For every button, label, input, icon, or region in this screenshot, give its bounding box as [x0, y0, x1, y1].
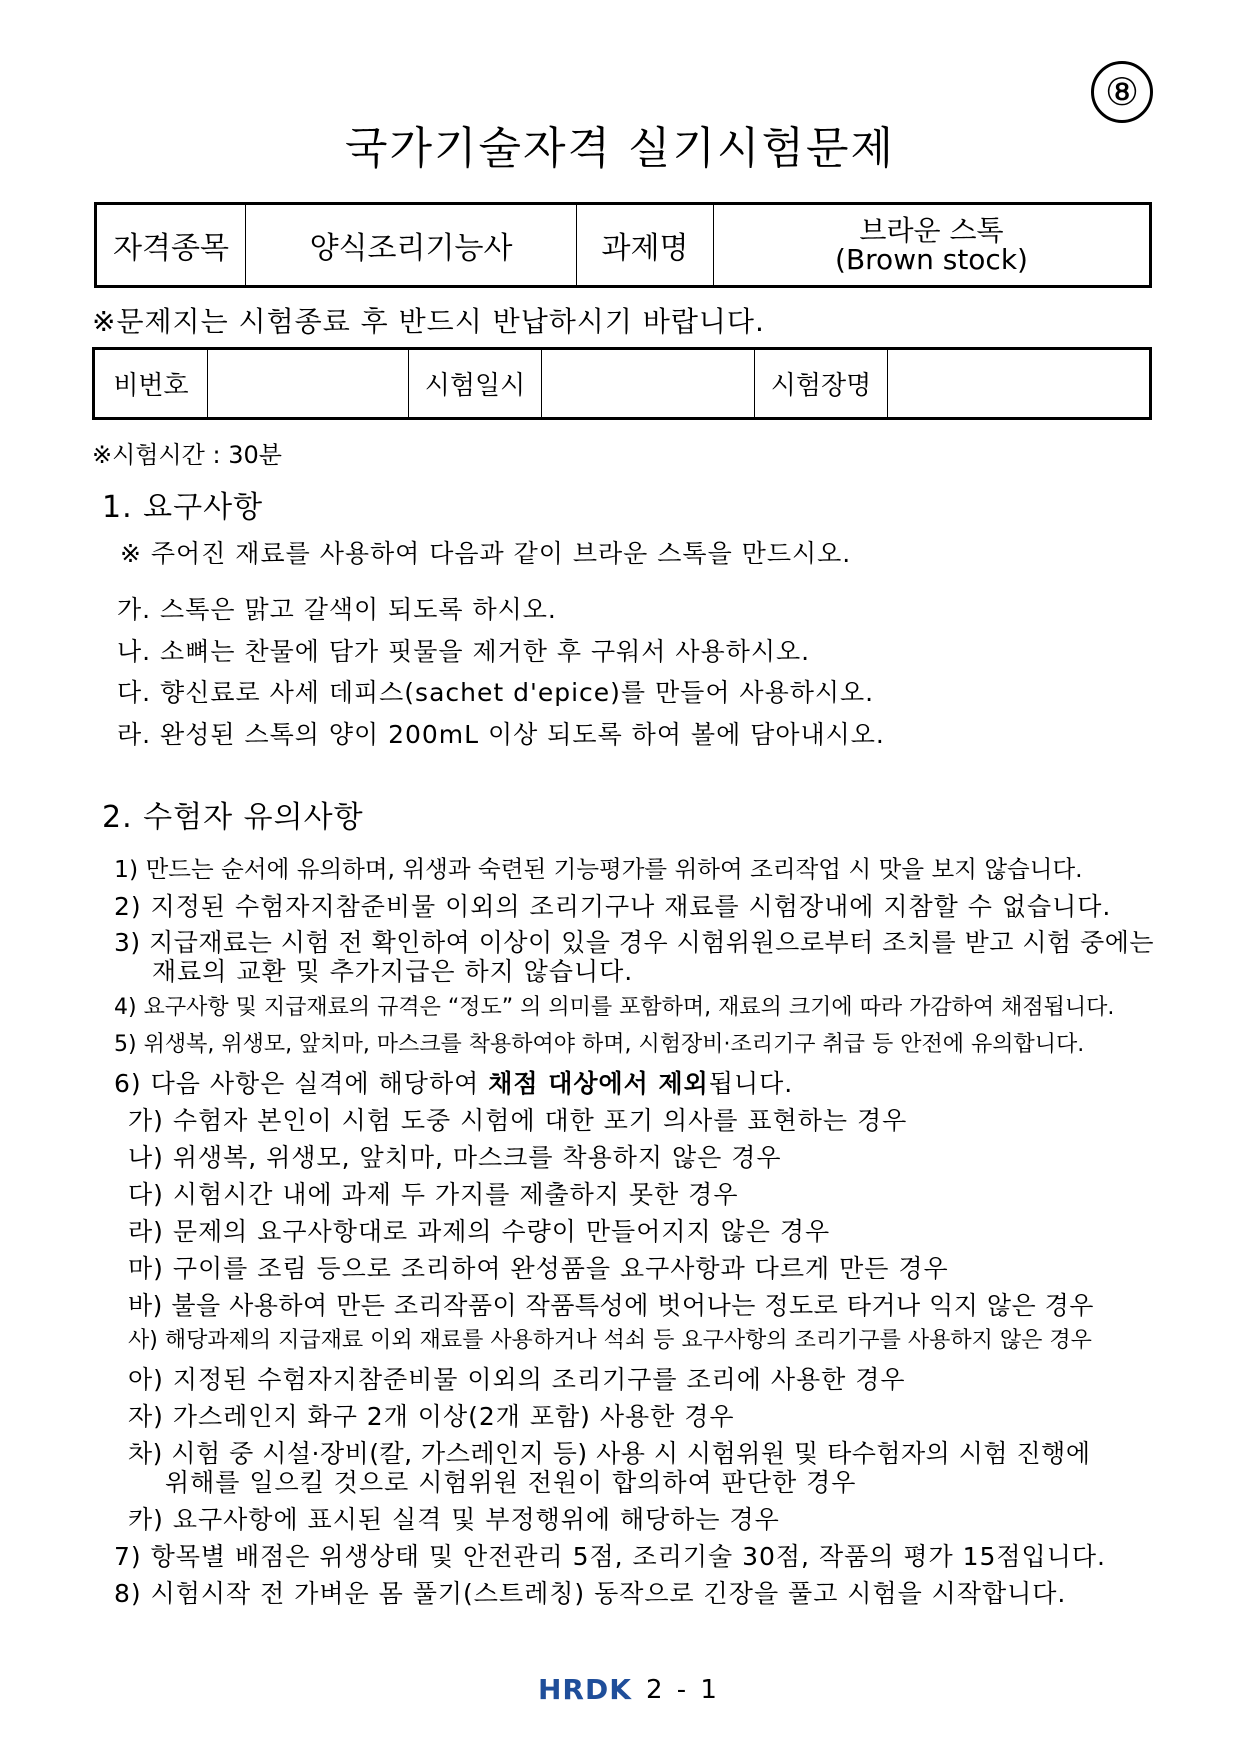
disqualification-item: 차) 시험 중 시설·장비(칼, 가스레인지 등) 사용 시 시험위원 및 타수험자의 시험 진행에 [128, 1439, 1091, 1468]
requirement-item: 가. 스톡은 맑고 갈색이 되도록 하시오. [117, 595, 557, 624]
requirements-intro: ※ 주어진 재료를 사용하여 다음과 같이 브라운 스톡을 만드시오. [120, 539, 852, 568]
exam-id-field[interactable] [208, 349, 409, 419]
page-number: 2 - 1 [645, 1674, 720, 1705]
requirement-item: 다. 향신료로 사세 데피스(sachet d'epice)를 만들어 사용하시오. [117, 678, 875, 707]
task-label: 과제명 [577, 204, 714, 287]
note-item: 8) 시험시작 전 가벼운 몸 풀기(스트레칭) 동작으로 긴장을 풀고 시험을 시작합니다. [114, 1579, 1067, 1608]
exam-time: ※시험시간 : 30분 [92, 441, 282, 469]
disqualification-item: 자) 가스레인지 화구 2개 이상(2개 포함) 사용한 경우 [128, 1402, 735, 1431]
note-6-emphasis: 채점 대상에서 제외 [488, 1069, 709, 1098]
disqualification-item: 가) 수험자 본인이 시험 도중 시험에 대한 포기 의사를 표현하는 경우 [128, 1106, 908, 1135]
page-footer [538, 1673, 720, 1706]
note-item: 1) 만드는 순서에 유의하며, 위생과 숙련된 기능평가를 위하여 조리작업 시 맛을 보지 않습니다. [114, 855, 1083, 883]
task-name-en: (Brown stock) [835, 243, 1028, 276]
return-notice: ※문제지는 시험종료 후 반드시 반납하시기 바랍니다. [92, 305, 765, 338]
disqualification-item: 사) 해당과제의 지급재료 이외 재료를 사용하거나 석쇠 등 요구사항의 조리기구를 사용하지 않은 경우 [128, 1328, 1092, 1353]
exam-date-label: 시험일시 [409, 349, 542, 419]
exam-place-label: 시험장명 [755, 349, 888, 419]
exam-id-label: 비번호 [94, 349, 208, 419]
note-item: 3) 지급재료는 시험 전 확인하여 이상이 있을 경우 시험위원으로부터 조치를 받고 시험 중에는 [114, 928, 1155, 957]
note-item: 4) 요구사항 및 지급재료의 규격은 “정도” 의 의미를 포함하며, 재료의 크기에 따라 가감하여 채점됩니다. [114, 995, 1115, 1020]
disqualification-item: 바) 불을 사용하여 만든 조리작품이 작품특성에 벗어나는 정도로 타거나 익지 않은 경우 [128, 1291, 1094, 1320]
disqualification-item: 나) 위생복, 위생모, 앞치마, 마스크를 착용하지 않은 경우 [128, 1143, 782, 1172]
course-value: 양식조리기능사 [246, 204, 577, 287]
disqualification-item: 라) 문제의 요구사항대로 과제의 수량이 만들어지지 않은 경우 [128, 1217, 831, 1246]
note-6-prefix: 6) 다음 사항은 실격에 해당하여 [114, 1069, 489, 1098]
page-title: 국가기술자격 실기시험문제 [344, 123, 896, 174]
task-value [714, 204, 1151, 287]
requirement-item: 나. 소뼈는 찬물에 담가 핏물을 제거한 후 구워서 사용하시오. [117, 637, 811, 666]
note-item: 2) 지정된 수험자지참준비물 이외의 조리기구나 재료를 시험장내에 지참할 수 없습니다. [114, 892, 1112, 921]
note-item [114, 1064, 793, 1100]
candidate-notes-heading: 2. 수험자 유의사항 [102, 800, 364, 835]
exam-date-field[interactable] [542, 349, 755, 419]
problem-number-badge: ⑧ [1091, 61, 1153, 123]
course-label: 자격종목 [96, 204, 246, 287]
task-name-ko: 브라운 스톡 [859, 213, 1004, 247]
note-6-suffix: 됩니다. [708, 1069, 794, 1098]
disqualification-item: 마) 구이를 조림 등으로 조리하여 완성품을 요구사항과 다르게 만든 경우 [128, 1254, 949, 1283]
exam-place-field[interactable] [888, 349, 1151, 419]
note-item: 5) 위생복, 위생모, 앞치마, 마스크를 착용하여야 하며, 시험장비·조리기구 취급 등 안전에 유의합니다. [114, 1032, 1085, 1057]
requirement-item: 라. 완성된 스톡의 양이 200mL 이상 되도록 하여 볼에 담아내시오. [117, 720, 885, 749]
note-item-continued: 재료의 교환 및 추가지급은 하지 않습니다. [152, 957, 634, 986]
exam-info-table [92, 347, 1152, 420]
note-item: 7) 항목별 배점은 위생상태 및 안전관리 5점, 조리기술 30점, 작품의 평가 15점입니다. [114, 1542, 1106, 1571]
course-info-table [94, 202, 1152, 288]
hrdk-logo: HRDK [538, 1673, 632, 1706]
requirements-heading: 1. 요구사항 [102, 490, 264, 525]
disqualification-item-continued: 위해를 일으킬 것으로 시험위원 전원이 합의하여 판단한 경우 [165, 1468, 857, 1497]
disqualification-item: 아) 지정된 수험자지참준비물 이외의 조리기구를 조리에 사용한 경우 [128, 1365, 906, 1394]
disqualification-item: 카) 요구사항에 표시된 실격 및 부정행위에 해당하는 경우 [128, 1505, 780, 1534]
disqualification-item: 다) 시험시간 내에 과제 두 가지를 제출하지 못한 경우 [128, 1180, 739, 1209]
